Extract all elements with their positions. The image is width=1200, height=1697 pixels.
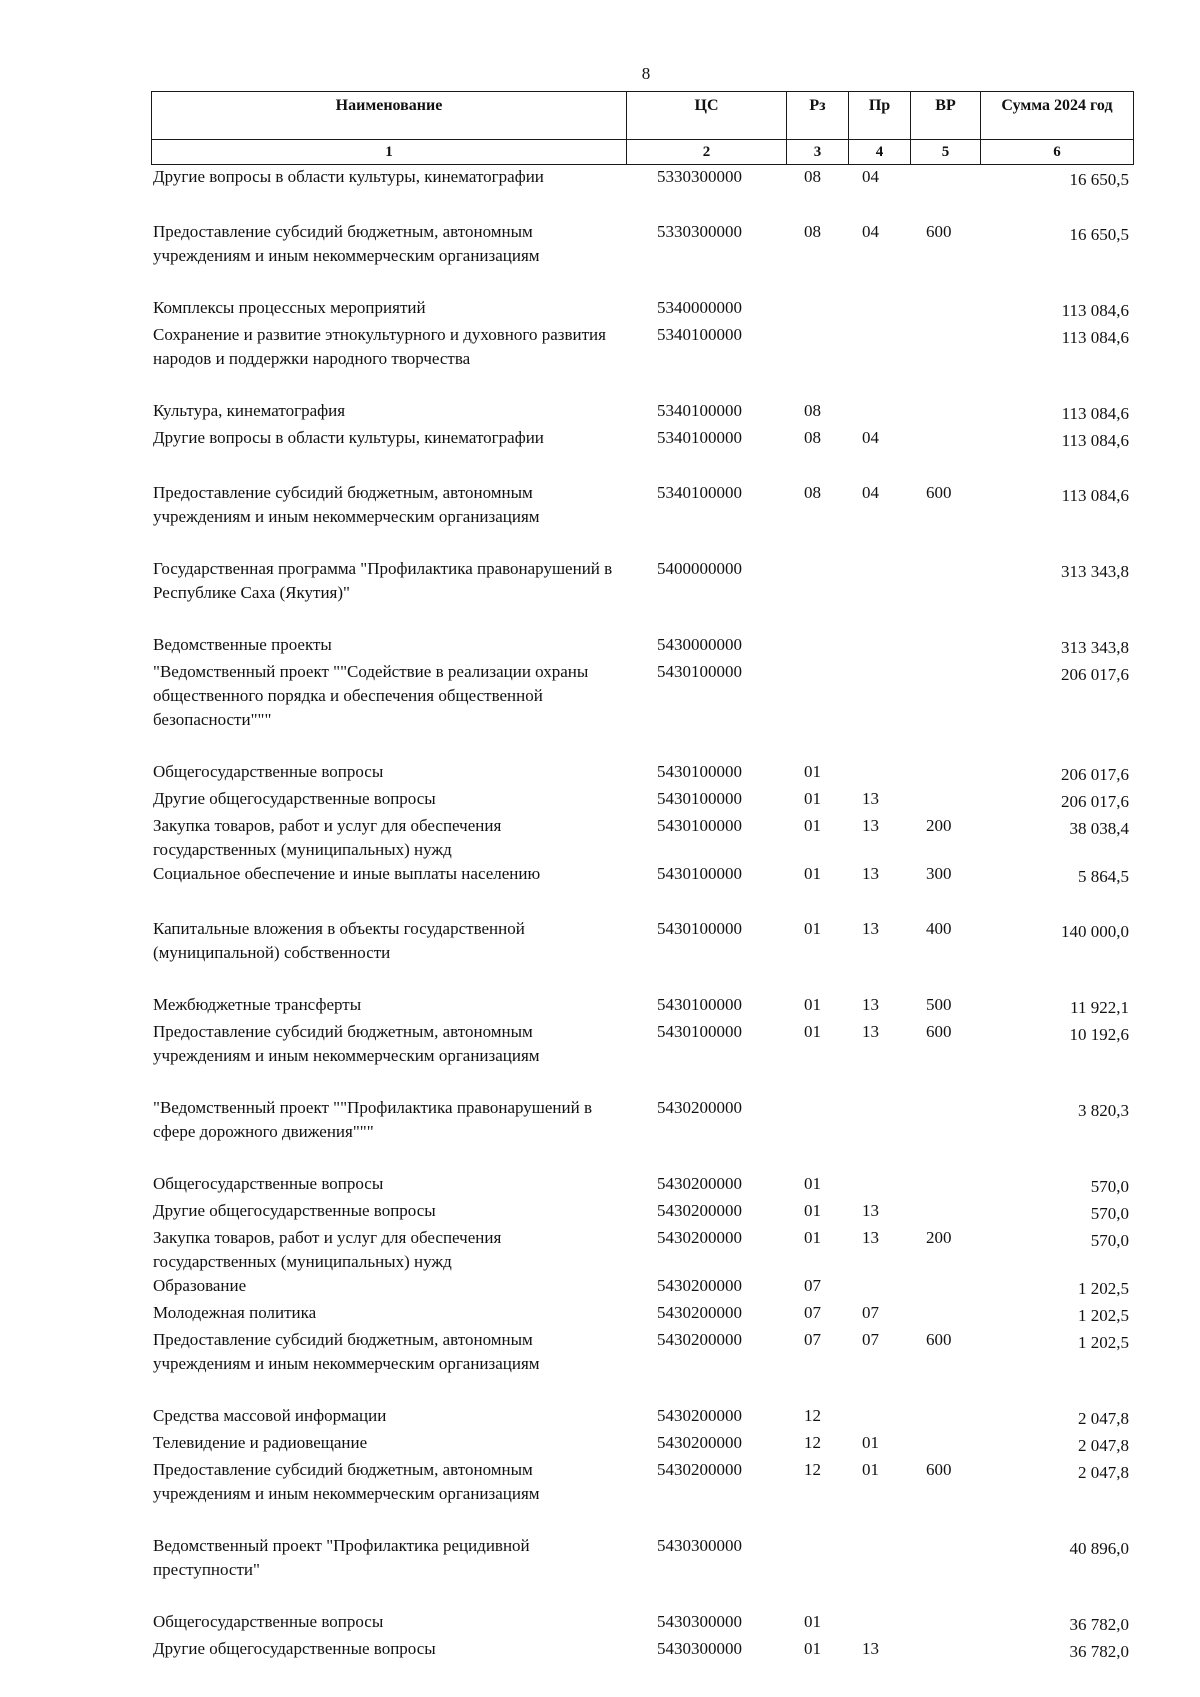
row-rz: 01 xyxy=(804,762,821,781)
row-cs: 5340100000 xyxy=(657,483,742,502)
row-name: Средства массовой информации xyxy=(153,1406,387,1425)
budget-table-container xyxy=(151,91,1133,1664)
row-cs: 5430100000 xyxy=(657,789,742,808)
row-pr: 04 xyxy=(862,428,879,447)
header-rz: Рз xyxy=(787,92,849,140)
row-name: Закупка товаров, работ и услуг для обеспечения государственных (муниципальных) нужд xyxy=(153,1228,502,1271)
row-sum: 570,0 xyxy=(1090,1204,1129,1223)
row-name: Предоставление субсидий бюджетным, автономным учреждениям и иным некоммерческим организациям xyxy=(153,1330,540,1373)
row-cs: 5430200000 xyxy=(657,1433,742,1452)
row-name: Предоставление субсидий бюджетным, автономным учреждениям и иным некоммерческим организациям xyxy=(153,483,540,526)
table-row xyxy=(151,1637,1133,1664)
row-pr: 04 xyxy=(862,222,879,241)
header-pr: Пр xyxy=(849,92,911,140)
table-row xyxy=(151,1274,1133,1301)
row-pr xyxy=(848,1534,910,1610)
row-name: Предоставление субсидий бюджетным, автономным учреждениям и иным некоммерческим организациям xyxy=(153,1022,540,1065)
row-name: Телевидение и радиовещание xyxy=(153,1433,368,1452)
row-cs: 5330300000 xyxy=(657,167,742,186)
row-cs: 5430200000 xyxy=(657,1276,742,1295)
header-vr: ВР xyxy=(911,92,981,140)
row-vr xyxy=(910,1404,980,1431)
row-sum: 206 017,6 xyxy=(1061,665,1129,684)
header-name: Наименование xyxy=(152,92,627,140)
row-name: Капитальные вложения в объекты государственной (муниципальной) собственности xyxy=(153,919,525,962)
row-cs: 5430200000 xyxy=(657,1201,742,1220)
header-sum: Сумма 2024 год xyxy=(981,92,1134,140)
row-sum: 10 192,6 xyxy=(1069,1025,1129,1044)
column-number: 1 xyxy=(152,140,627,165)
row-pr xyxy=(848,1096,910,1172)
row-pr: 13 xyxy=(862,919,879,938)
row-cs: 5430300000 xyxy=(657,1612,742,1631)
row-cs: 5430100000 xyxy=(657,816,742,835)
table-row xyxy=(151,660,1133,760)
row-pr: 13 xyxy=(862,1201,879,1220)
table-row xyxy=(151,1226,1133,1274)
row-pr xyxy=(848,1172,910,1199)
row-sum: 16 650,5 xyxy=(1069,225,1129,244)
row-name: Ведомственные проекты xyxy=(153,635,332,654)
row-cs: 5340000000 xyxy=(657,298,742,317)
row-pr xyxy=(848,633,910,660)
row-sum: 2 047,8 xyxy=(1078,1436,1129,1455)
row-rz xyxy=(786,557,848,633)
table-row xyxy=(151,296,1133,323)
row-cs: 5340100000 xyxy=(657,401,742,420)
table-row xyxy=(151,917,1133,993)
row-pr: 13 xyxy=(862,1022,879,1041)
row-rz: 01 xyxy=(804,1201,821,1220)
table-row xyxy=(151,1096,1133,1172)
table-row xyxy=(151,1172,1133,1199)
column-number: 2 xyxy=(627,140,787,165)
row-rz: 01 xyxy=(804,1228,821,1247)
row-vr xyxy=(910,1301,980,1328)
header-cs: ЦС xyxy=(627,92,787,140)
column-number: 6 xyxy=(981,140,1134,165)
row-pr: 13 xyxy=(862,789,879,808)
row-rz xyxy=(786,660,848,760)
table-row xyxy=(151,1610,1133,1637)
row-rz xyxy=(786,633,848,660)
row-vr xyxy=(910,1431,980,1458)
row-vr xyxy=(910,399,980,426)
row-sum: 2 047,8 xyxy=(1078,1463,1129,1482)
row-sum: 1 202,5 xyxy=(1078,1306,1129,1325)
row-vr xyxy=(910,1610,980,1637)
page-number: 8 xyxy=(641,64,651,83)
row-cs: 5430200000 xyxy=(657,1228,742,1247)
row-name: Закупка товаров, работ и услуг для обеспечения государственных (муниципальных) нужд xyxy=(153,816,502,859)
row-rz: 01 xyxy=(804,1174,821,1193)
row-vr: 300 xyxy=(926,864,952,883)
row-pr: 13 xyxy=(862,816,879,835)
row-sum: 113 084,6 xyxy=(1061,404,1129,423)
row-rz: 01 xyxy=(804,919,821,938)
row-cs: 5430200000 xyxy=(657,1174,742,1193)
row-sum: 11 922,1 xyxy=(1070,998,1129,1017)
row-name: Предоставление субсидий бюджетным, автономным учреждениям и иным некоммерческим организациям xyxy=(153,222,540,265)
table-header xyxy=(151,91,1134,165)
row-sum: 113 084,6 xyxy=(1061,328,1129,347)
row-vr xyxy=(910,1172,980,1199)
row-pr xyxy=(848,557,910,633)
row-vr xyxy=(910,1274,980,1301)
row-name: Другие вопросы в области культуры, кинематографии xyxy=(153,167,544,186)
row-vr: 600 xyxy=(926,1460,952,1479)
row-vr xyxy=(910,1199,980,1226)
row-sum: 2 047,8 xyxy=(1078,1409,1129,1428)
table-body xyxy=(151,165,1133,1664)
row-vr xyxy=(910,1096,980,1172)
row-vr: 600 xyxy=(926,1330,952,1349)
row-cs: 5430200000 xyxy=(657,1406,742,1425)
row-pr: 01 xyxy=(862,1433,879,1452)
column-number: 4 xyxy=(849,140,911,165)
row-rz xyxy=(786,323,848,399)
row-vr xyxy=(910,1637,980,1664)
row-sum: 313 343,8 xyxy=(1061,562,1129,581)
table-row xyxy=(151,1020,1133,1096)
table-row xyxy=(151,633,1133,660)
table-row xyxy=(151,1458,1133,1534)
row-sum: 3 820,3 xyxy=(1078,1101,1129,1120)
row-sum: 1 202,5 xyxy=(1078,1279,1129,1298)
row-rz: 08 xyxy=(804,401,821,420)
row-rz: 01 xyxy=(804,1639,821,1658)
row-pr xyxy=(848,1610,910,1637)
row-name: Другие общегосударственные вопросы xyxy=(153,789,436,808)
row-cs: 5430200000 xyxy=(657,1098,742,1117)
row-vr xyxy=(910,660,980,760)
table-row xyxy=(151,323,1133,399)
row-pr: 07 xyxy=(862,1303,879,1322)
row-rz: 07 xyxy=(804,1303,821,1322)
row-pr: 04 xyxy=(862,167,879,186)
row-cs: 5430200000 xyxy=(657,1330,742,1349)
row-sum: 36 782,0 xyxy=(1069,1642,1129,1661)
row-name: Образование xyxy=(153,1276,247,1295)
row-rz: 01 xyxy=(804,1612,821,1631)
row-vr xyxy=(910,426,980,481)
row-pr: 04 xyxy=(862,483,879,502)
row-name: Культура, кинематография xyxy=(153,401,346,420)
row-pr xyxy=(848,323,910,399)
row-name: Социальное обеспечение и иные выплаты населению xyxy=(153,864,541,883)
table-row xyxy=(151,1199,1133,1226)
row-cs: 5430300000 xyxy=(657,1536,742,1555)
row-cs: 5430000000 xyxy=(657,635,742,654)
row-vr xyxy=(910,787,980,814)
column-number-row xyxy=(152,140,1134,165)
row-vr: 600 xyxy=(926,1022,952,1041)
row-pr xyxy=(848,1404,910,1431)
row-vr xyxy=(910,633,980,660)
row-cs: 5340100000 xyxy=(657,325,742,344)
row-name: Комплексы процессных мероприятий xyxy=(153,298,426,317)
table-row xyxy=(151,1301,1133,1328)
row-name: Предоставление субсидий бюджетным, автономным учреждениям и иным некоммерческим организациям xyxy=(153,1460,540,1503)
row-cs: 5340100000 xyxy=(657,428,742,447)
row-name: Другие общегосударственные вопросы xyxy=(153,1201,436,1220)
row-rz: 07 xyxy=(804,1276,821,1295)
row-vr: 600 xyxy=(926,222,952,241)
row-cs: 5430100000 xyxy=(657,864,742,883)
row-vr: 600 xyxy=(926,483,952,502)
row-name: "Ведомственный проект ""Профилактика правонарушений в сфере дорожного движения""" xyxy=(153,1098,592,1141)
row-cs: 5430300000 xyxy=(657,1639,742,1658)
row-sum: 140 000,0 xyxy=(1061,922,1129,941)
header-row xyxy=(152,92,1134,140)
row-vr: 500 xyxy=(926,995,952,1014)
row-name: Другие вопросы в области культуры, кинематографии xyxy=(153,428,544,447)
table-row xyxy=(151,1431,1133,1458)
row-name: Межбюджетные трансферты xyxy=(153,995,362,1014)
table-row xyxy=(151,1328,1133,1404)
row-name: "Ведомственный проект ""Содействие в реализации охраны общественного порядка и обеспечения общественной безопасности""" xyxy=(153,662,589,729)
row-sum: 1 202,5 xyxy=(1078,1333,1129,1352)
row-rz: 08 xyxy=(804,167,821,186)
row-name: Сохранение и развитие этнокультурного и духовного развития народов и поддержки народного творчества xyxy=(153,325,606,368)
row-vr: 200 xyxy=(926,816,952,835)
table-row xyxy=(151,862,1133,917)
row-rz: 07 xyxy=(804,1330,821,1349)
table-row xyxy=(151,220,1133,296)
table-row xyxy=(151,165,1133,220)
row-cs: 5430100000 xyxy=(657,662,742,681)
row-pr: 13 xyxy=(862,995,879,1014)
row-rz xyxy=(786,296,848,323)
row-rz: 01 xyxy=(804,995,821,1014)
row-pr: 01 xyxy=(862,1460,879,1479)
row-vr: 200 xyxy=(926,1228,952,1247)
column-number: 5 xyxy=(911,140,981,165)
row-rz: 01 xyxy=(804,816,821,835)
row-rz: 12 xyxy=(804,1406,821,1425)
row-sum: 40 896,0 xyxy=(1069,1539,1129,1558)
table-row xyxy=(151,399,1133,426)
row-rz: 12 xyxy=(804,1433,821,1452)
row-vr xyxy=(910,1534,980,1610)
column-number: 3 xyxy=(787,140,849,165)
row-pr xyxy=(848,1274,910,1301)
table-row xyxy=(151,1534,1133,1610)
row-cs: 5400000000 xyxy=(657,559,742,578)
row-rz: 01 xyxy=(804,1022,821,1041)
row-sum: 113 084,6 xyxy=(1061,301,1129,320)
row-sum: 5 864,5 xyxy=(1078,867,1129,886)
row-name: Общегосударственные вопросы xyxy=(153,1612,384,1631)
row-pr: 07 xyxy=(862,1330,879,1349)
row-rz: 08 xyxy=(804,483,821,502)
row-pr: 13 xyxy=(862,1228,879,1247)
row-cs: 5430100000 xyxy=(657,1022,742,1041)
table-row xyxy=(151,814,1133,862)
row-name: Молодежная политика xyxy=(153,1303,317,1322)
row-sum: 113 084,6 xyxy=(1061,486,1129,505)
table-row xyxy=(151,557,1133,633)
row-name: Государственная программа "Профилактика правонарушений в Республике Саха (Якутия)" xyxy=(153,559,613,602)
row-vr xyxy=(910,296,980,323)
row-rz xyxy=(786,1096,848,1172)
row-sum: 206 017,6 xyxy=(1061,792,1129,811)
row-name: Ведомственный проект "Профилактика рецидивной преступности" xyxy=(153,1536,530,1579)
row-pr xyxy=(848,399,910,426)
row-pr: 13 xyxy=(862,864,879,883)
row-name: Общегосударственные вопросы xyxy=(153,762,384,781)
row-cs: 5430100000 xyxy=(657,995,742,1014)
table-row xyxy=(151,481,1133,557)
row-sum: 570,0 xyxy=(1090,1177,1129,1196)
row-pr xyxy=(848,760,910,787)
row-rz: 12 xyxy=(804,1460,821,1479)
row-rz: 08 xyxy=(804,222,821,241)
row-vr xyxy=(910,557,980,633)
row-name: Другие общегосударственные вопросы xyxy=(153,1639,436,1658)
row-name: Общегосударственные вопросы xyxy=(153,1174,384,1193)
row-rz xyxy=(786,1534,848,1610)
row-sum: 113 084,6 xyxy=(1061,431,1129,450)
row-vr: 400 xyxy=(926,919,952,938)
row-pr xyxy=(848,660,910,760)
row-sum: 313 343,8 xyxy=(1061,638,1129,657)
table-row xyxy=(151,760,1133,787)
row-rz: 01 xyxy=(804,864,821,883)
row-cs: 5330300000 xyxy=(657,222,742,241)
table-row xyxy=(151,993,1133,1020)
row-rz: 01 xyxy=(804,789,821,808)
table-row xyxy=(151,1404,1133,1431)
row-pr xyxy=(848,296,910,323)
row-rz: 08 xyxy=(804,428,821,447)
row-sum: 570,0 xyxy=(1090,1231,1129,1250)
row-cs: 5430200000 xyxy=(657,1303,742,1322)
row-cs: 5430200000 xyxy=(657,1460,742,1479)
row-sum: 16 650,5 xyxy=(1069,170,1129,189)
table-row xyxy=(151,787,1133,814)
row-vr xyxy=(910,323,980,399)
row-cs: 5430100000 xyxy=(657,919,742,938)
row-sum: 206 017,6 xyxy=(1061,765,1129,784)
row-cs: 5430100000 xyxy=(657,762,742,781)
table-row xyxy=(151,426,1133,481)
row-pr: 13 xyxy=(862,1639,879,1658)
row-sum: 38 038,4 xyxy=(1069,819,1129,838)
row-sum: 36 782,0 xyxy=(1069,1615,1129,1634)
row-vr xyxy=(910,165,980,220)
row-vr xyxy=(910,760,980,787)
